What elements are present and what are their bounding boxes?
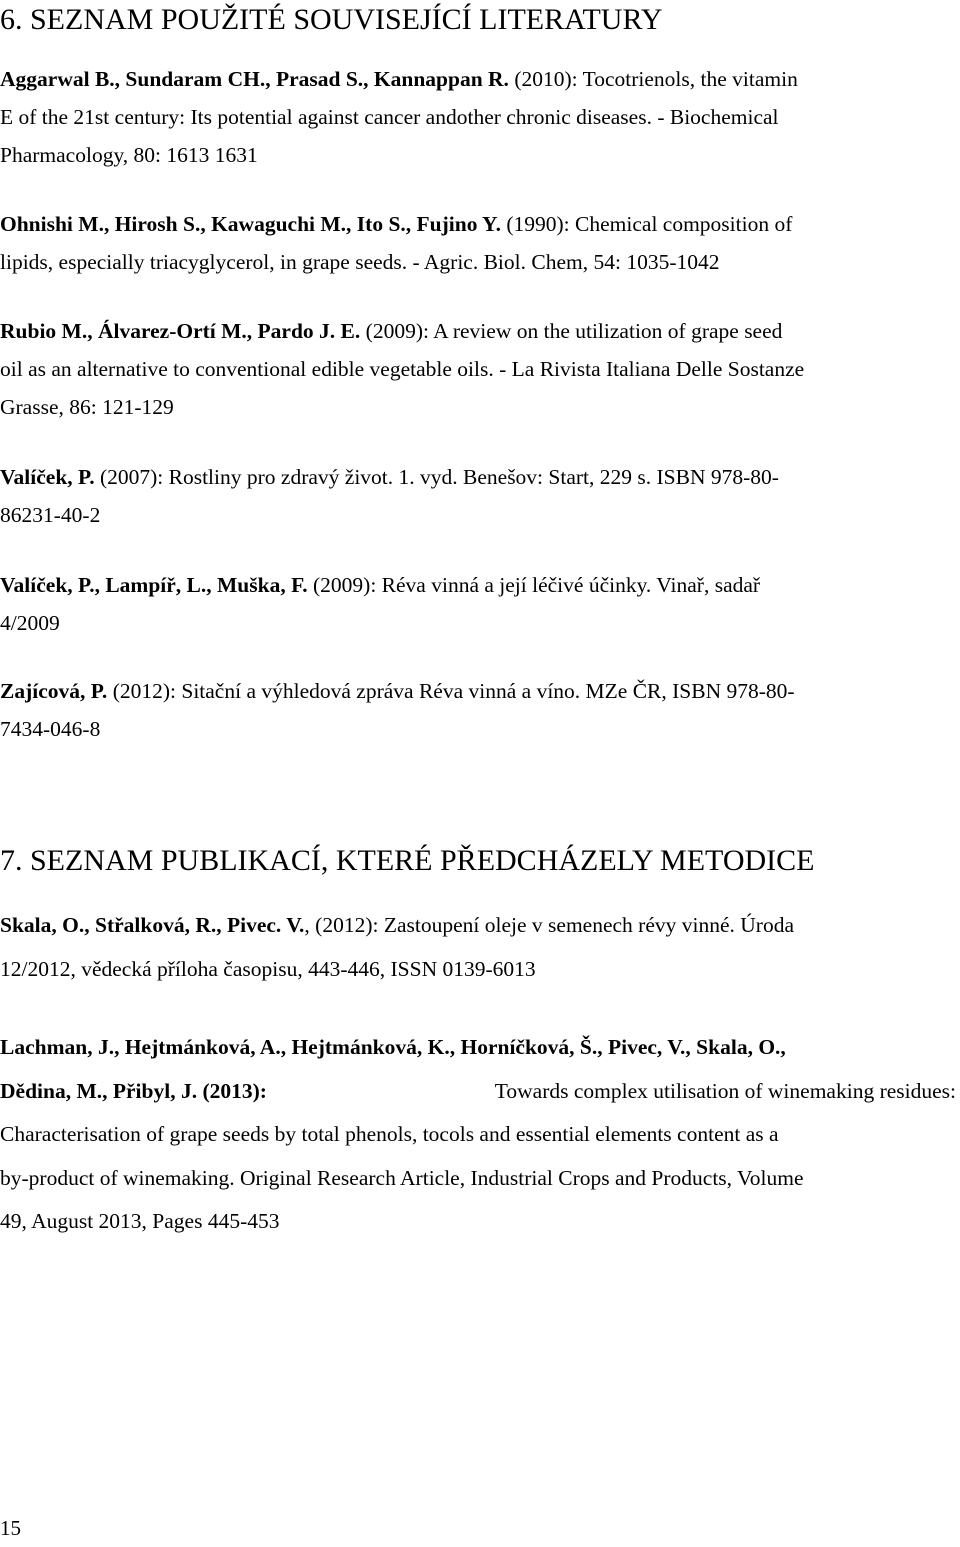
reference-line: oil as an alternative to conventional edible vegetable oils. - La Rivista Italiana Delle Sostanze [0,357,805,381]
publication-authors: Lachman, J., Hejtmánková, A., Hejtmánková, K., Horníčková, Š., Pivec, V., Skala, O., [0,1035,786,1059]
publication-authors: Skala, O., Střalková, R., Pivec. V. [0,913,305,937]
publication-entry [0,1026,956,1244]
reference-line [0,312,956,350]
reference-line: Pharmacology, 80: 1613 1631 [0,143,258,167]
reference-line: 86231-40-2 [0,503,101,527]
publication-entry [0,903,956,991]
section-6-heading: 6. SEZNAM POUŽITÉ SOUVISEJÍCÍ LITERATURY [0,3,663,36]
reference-entry [0,458,956,534]
publication-text: Towards complex utilisation of winemaking residues: [479,1078,956,1103]
reference-authors: Zajícová, P. [0,679,108,703]
publication-line: 12/2012, vědecká příloha časopisu, 443-446, ISSN 0139-6013 [0,957,536,981]
publication-line [0,1070,956,1114]
reference-line [0,566,956,604]
reference-line: 4/2009 [0,611,60,635]
section-7-heading: 7. SEZNAM PUBLIKACÍ, KTERÉ PŘEDCHÁZELY METODICE [0,844,815,877]
reference-text: (2007): Rostliny pro zdravý život. 1. vyd. Benešov: Start, 229 s. ISBN 978-80- [94,465,779,489]
reference-entry [0,566,956,642]
reference-entry [0,60,956,174]
reference-line [0,458,956,496]
reference-text: (2009): A review on the utilization of grape seed [360,319,783,343]
reference-line: lipids, especially triacyglycerol, in grape seeds. - Agric. Biol. Chem, 54: 1035-1042 [0,250,720,274]
publication-line: 49, August 2013, Pages 445-453 [0,1209,280,1233]
reference-line [0,205,956,243]
reference-authors: Valíček, P. [0,465,95,489]
reference-line: E of the 21st century: Its potential against cancer andother chronic diseases. - Biochemical [0,105,779,129]
reference-authors: Aggarwal B., Sundaram CH., Prasad S., Kannappan R. [0,67,509,91]
reference-line [0,60,956,98]
reference-text: (2012): Sitační a výhledová zpráva Réva vinná a víno. MZe ČR, ISBN 978-80- [107,679,795,703]
reference-line [0,672,956,710]
reference-line: Grasse, 86: 121-129 [0,395,174,419]
reference-text: (2010): Tocotrienols, the vitamin [508,67,798,91]
reference-text: (2009): Réva vinná a její léčivé účinky. Vinař, sadař [307,573,761,597]
page-number: 15 [0,1516,21,1540]
reference-line: 7434-046-8 [0,717,101,741]
reference-entry [0,672,956,748]
reference-entry [0,205,956,281]
publication-authors-cont: Dědina, M., Přibyl, J. (2013): [0,1078,267,1103]
publication-line: Characterisation of grape seeds by total phenols, tocols and essential elements content as a [0,1122,779,1146]
reference-authors: Rubio M., Álvarez-Ortí M., Pardo J. E. [0,319,361,343]
reference-authors: Ohnishi M., Hirosh S., Kawaguchi M., Ito S., Fujino Y. [0,212,501,236]
reference-authors: Valíček, P., Lampíř, L., Muška, F. [0,573,308,597]
publication-text: , (2012): Zastoupení oleje v semenech révy vinné. Úroda [304,913,794,937]
publication-line [0,903,956,947]
reference-entry [0,312,956,426]
publication-line: by-product of winemaking. Original Research Article, Industrial Crops and Products, Volume [0,1165,804,1190]
reference-text: (1990): Chemical composition of [500,212,793,236]
